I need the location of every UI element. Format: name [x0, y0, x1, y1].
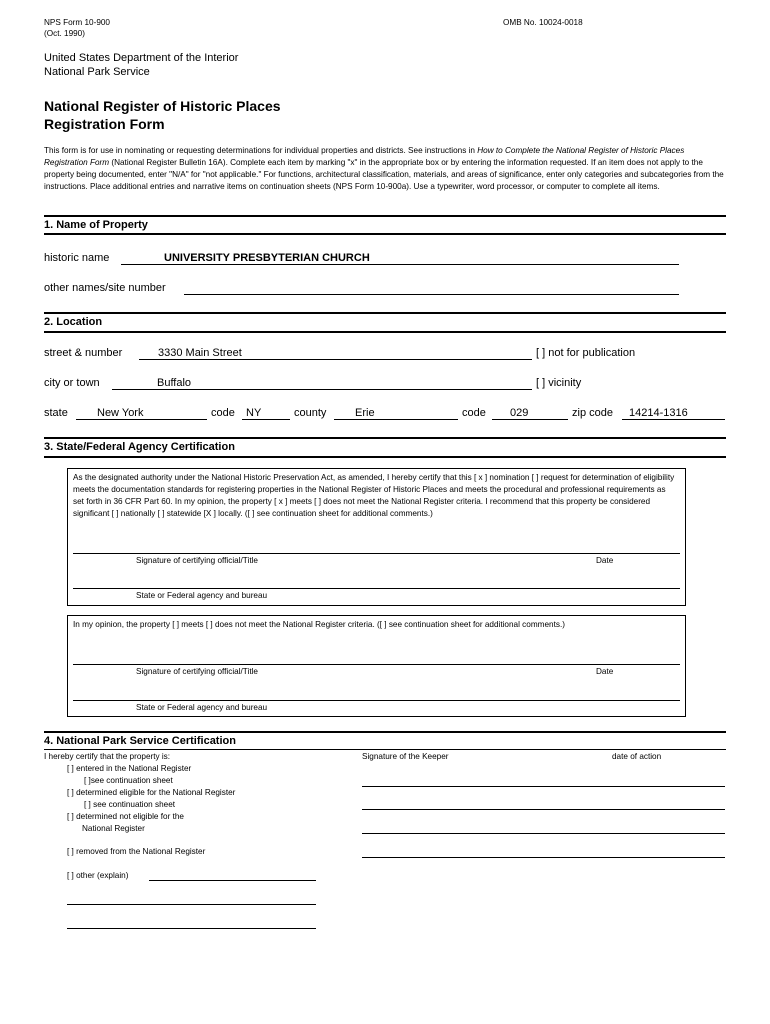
opinion-date-label: Date — [596, 667, 614, 676]
agency-label: State or Federal agency and bureau — [136, 591, 268, 600]
intro-part1: This form is for use in nominating or requesting determinations for individual properties and districts. See instructions in — [44, 146, 478, 155]
section3-top-rule — [44, 437, 726, 439]
entered-register-checkbox[interactable]: [ ] entered in the National Register — [67, 764, 192, 773]
state-certification-box — [67, 468, 686, 606]
opinion-signature-label: Signature of certifying official/Title — [136, 667, 258, 676]
not-eligible-checkbox[interactable]: [ ] determined not eligible for the — [67, 812, 184, 821]
certifying-signature-label: Signature of certifying official/Title — [136, 556, 258, 565]
county-code-label: code — [462, 407, 486, 419]
determined-eligible-checkbox[interactable]: [ ] determined eligible for the National Register — [67, 788, 236, 797]
opinion-agency-label: State or Federal agency and bureau — [136, 703, 268, 712]
certifying-date-label: Date — [596, 556, 614, 565]
zip-value: 14214-1316 — [629, 407, 688, 419]
section3-bottom-rule — [44, 456, 726, 458]
intro-italic: How to Complete the National Register of Historic Places Registration Form — [44, 146, 685, 167]
section4-bottom-rule — [44, 749, 726, 750]
keeper-signature-line-3[interactable] — [362, 833, 725, 834]
street-label: street & number — [44, 347, 123, 359]
state-value: New York — [97, 407, 144, 419]
explain-line-3[interactable] — [67, 928, 316, 929]
nps-cert-intro: I hereby certify that the property is: — [44, 752, 171, 761]
form-number: NPS Form 10-900 — [44, 18, 110, 27]
page-subtitle: Registration Form — [44, 116, 165, 132]
state-label: state — [44, 407, 68, 419]
section4-title: 4. National Park Service Certification — [44, 735, 236, 747]
historic-name-value: UNIVERSITY PRESBYTERIAN CHURCH — [164, 252, 370, 264]
section2-title: 2. Location — [44, 316, 103, 328]
county-code-field[interactable] — [492, 419, 568, 420]
section4-top-rule — [44, 731, 726, 733]
date-of-action-label: date of action — [612, 752, 662, 761]
section3-title: 3. State/Federal Agency Certification — [44, 441, 235, 453]
opinion-agency-line[interactable] — [73, 700, 680, 701]
historic-name-label: historic name — [44, 252, 110, 264]
zip-label: zip code — [572, 407, 613, 419]
intro-part2: (National Register Bulletin 16A). Complete each item by marking "x" in the appropriate box or by entering the information requested. If an item does not apply to the property being documented, enter "N/A" for "not applicable." For functions, architectural classification, materials, and areas of significance, enter only categories and subcategories from the instructions. Place additional entries and narrative items on continuation sheets (NPS Form 10-900a). Use a typewriter, word processor, or computer to complete all items. — [44, 158, 724, 191]
other-explain-line[interactable] — [149, 880, 316, 881]
section1-bottom-rule — [44, 233, 726, 235]
eligible-continuation-checkbox[interactable]: [ ] see continuation sheet — [84, 800, 176, 809]
county-field[interactable] — [334, 419, 458, 420]
section1-top-rule — [44, 215, 726, 217]
department-name: United States Department of the Interior — [44, 52, 239, 64]
certification-text: As the designated authority under the National Historic Preservation Act, as amended, I hereby certify that this [ x ] nomination [ ] request for determination of eligibility meets the documentation standards for registering properties in the National Register of Historic Places and meets the procedural and professional requirements as set forth in 36 CFR Part 60. In my opinion, the property [ x ] meets [ ] does not meet the National Register criteria. I recommend that this property be considered significant [ ] nationally [ ] statewide [X ] locally. ([ ] see continuation sheet for additional comments.) — [73, 473, 675, 518]
vicinity-checkbox[interactable]: [ ] vicinity — [536, 377, 582, 389]
state-code-value: NY — [246, 407, 262, 419]
other-names-label: other names/site number — [44, 282, 166, 294]
opinion-text: In my opinion, the property [ ] meets [ ] does not meet the National Register criteria. ([ ] see continuation sheet for additional comments.) — [73, 620, 565, 629]
certifying-signature-line[interactable] — [73, 553, 680, 554]
other-explain-checkbox[interactable]: [ ] other (explain) — [67, 871, 129, 880]
explain-line-2[interactable] — [67, 904, 316, 905]
keeper-signature-line-2[interactable] — [362, 809, 725, 810]
county-value: Erie — [355, 407, 375, 419]
page-title: National Register of Historic Places — [44, 98, 281, 114]
city-label: city or town — [44, 377, 100, 389]
not-for-publication-checkbox[interactable]: [ ] not for publication — [536, 347, 636, 359]
agency-line[interactable] — [73, 588, 680, 589]
keeper-signature-label: Signature of the Keeper — [362, 752, 449, 761]
removed-register-checkbox[interactable]: [ ] removed from the National Register — [67, 847, 206, 856]
opinion-signature-line[interactable] — [73, 664, 680, 665]
other-names-field[interactable] — [184, 294, 679, 295]
omb-number: OMB No. 10024-0018 — [503, 18, 583, 27]
entered-continuation-checkbox[interactable]: [ ]see continuation sheet — [84, 776, 173, 785]
section2-bottom-rule — [44, 331, 726, 333]
section1-title: 1. Name of Property — [44, 219, 148, 231]
not-eligible-label-line2: National Register — [82, 824, 145, 833]
form-date: (Oct. 1990) — [44, 29, 85, 38]
opinion-box — [67, 615, 686, 717]
section2-top-rule — [44, 312, 726, 314]
keeper-signature-line-4[interactable] — [362, 857, 725, 858]
city-value: Buffalo — [157, 377, 192, 389]
service-name: National Park Service — [44, 66, 150, 78]
keeper-signature-line-1[interactable] — [362, 786, 725, 787]
intro-instructions — [44, 145, 724, 193]
street-value: 3330 Main Street — [158, 347, 242, 359]
state-code-label: code — [211, 407, 235, 419]
county-code-value: 029 — [510, 407, 529, 419]
county-label: county — [294, 407, 327, 419]
